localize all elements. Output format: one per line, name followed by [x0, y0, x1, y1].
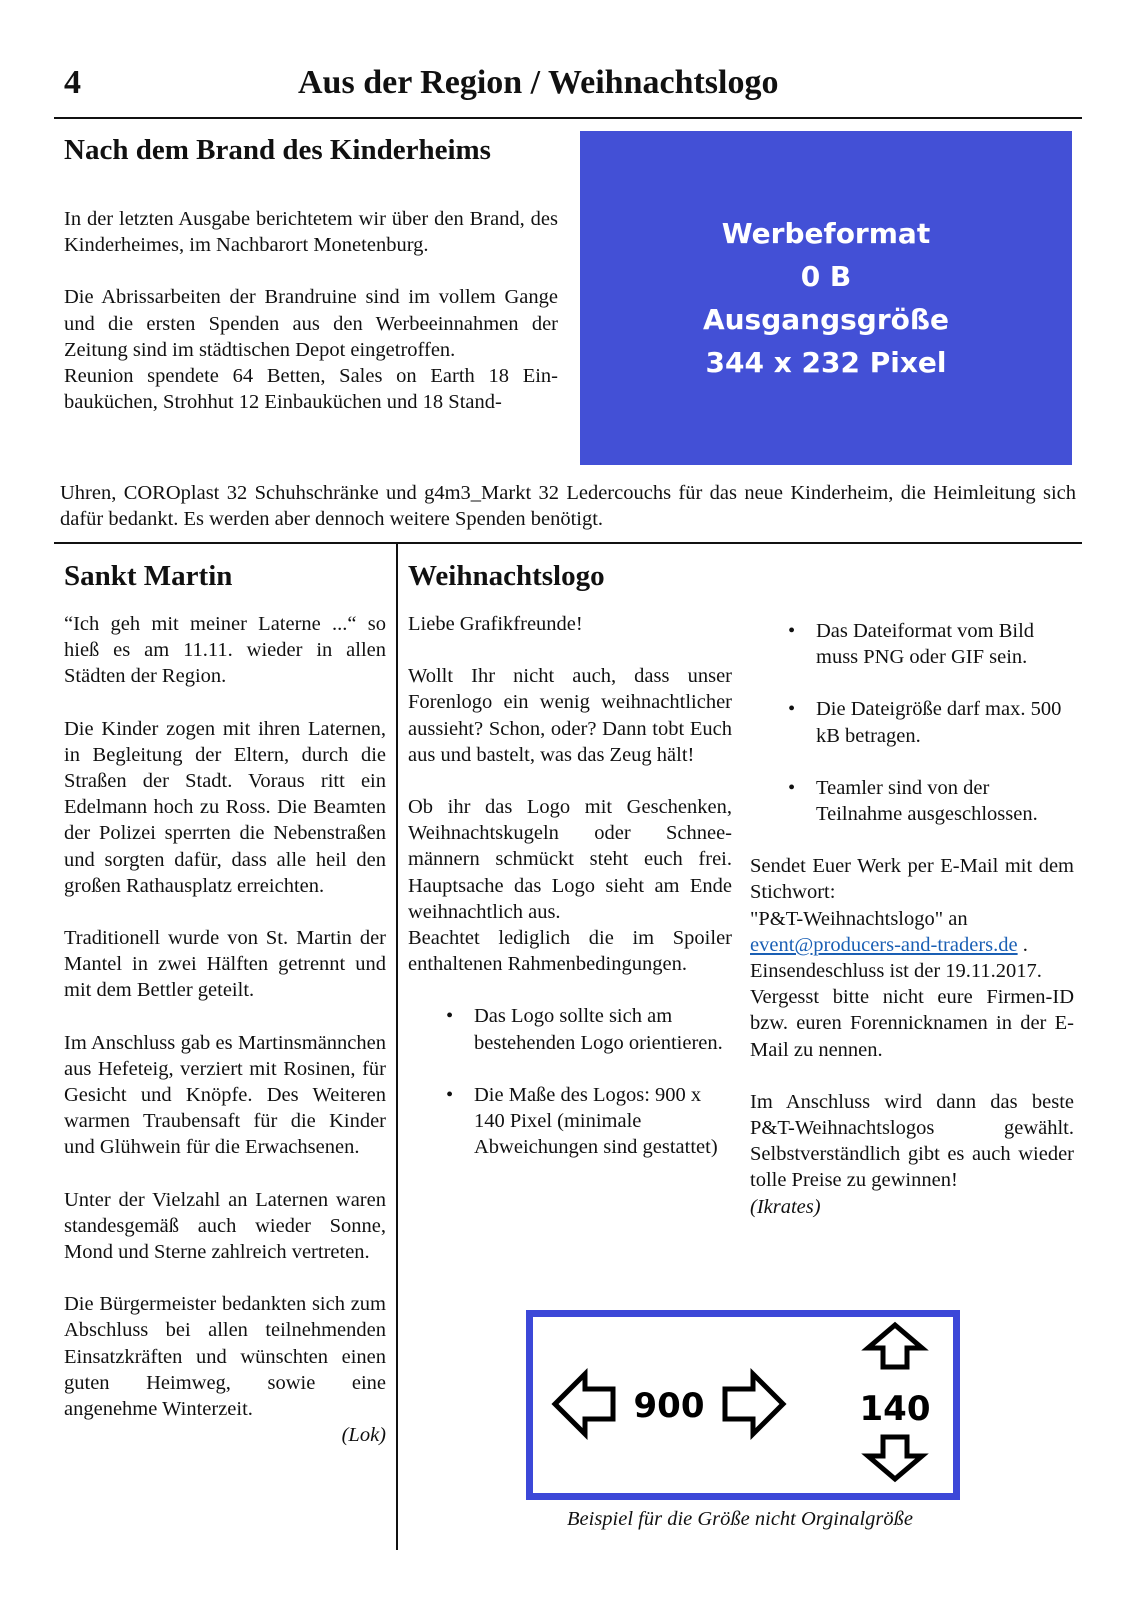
width-label: 900	[633, 1386, 705, 1426]
arrow-down-icon	[868, 1437, 922, 1479]
article-brand	[64, 134, 558, 415]
reminder: Vergesst bitte nicht eure Firmen-ID bzw. euren Forennicknamen in der E-Mail zu nennen.	[750, 986, 1074, 1061]
logo-author: (Ikrates)	[750, 1195, 821, 1218]
rule-bullet: • Das Logo sollte sich am bestehenden Logo orientieren.	[408, 1003, 732, 1055]
logo-paragraph: Ob ihr das Logo mit Geschenken, Weihnachtskugeln oder Schneemännern schmückt steht euch frei. Hauptsache das Logo sieht am Ende weihnachtlich aus.	[408, 796, 732, 923]
brand-continuation: Uhren, COROplast 32 Schuhschränke und g4m3_Markt 32 Ledercouchs für das neue Kinderheim, die Heimleitung sich dafür bedankt. Es werden aber dennoch weitere Spenden benötigt.	[60, 482, 1076, 531]
rule-bullet: • Die Maße des Logos: 900 x 140 Pixel (minimale Abweichungen sind gestattet)	[408, 1082, 732, 1161]
martin-paragraph: Traditionell wurde von St. Martin der Mantel in zwei Hälften getrennt und mit dem Bettler geteilt.	[64, 927, 386, 1002]
send-intro: Sendet Euer Werk per E-Mail mit dem Stichwort:	[750, 855, 1074, 904]
column-divider	[396, 544, 398, 1550]
brand-paragraph: Die Abrissarbeiten der Brandruine sind im vollem Gange und die ersten Spenden aus den Werbeeinnahmen der Zeitung sind im städtischen Depot eingetroffen.	[64, 286, 558, 361]
ad-line: Werbeformat	[721, 217, 931, 250]
page-title: Aus der Region / Weihnachtslogo	[298, 64, 779, 101]
article-martin	[64, 560, 386, 1448]
martin-author: (Lok)	[341, 1424, 386, 1447]
arrow-right-icon	[725, 1374, 783, 1434]
martin-paragraph: Die Bürgermeister bedankten sich zum Abschluss bei allen teilnehmenden Einsatzkräften und wünschten einen guten Heimweg, sowie eine angenehme Winterzeit.	[64, 1293, 386, 1421]
article-logo	[408, 560, 732, 1186]
deadline: Einsendeschluss ist der 19.11.2017.	[750, 960, 1042, 983]
header-rule	[54, 117, 1082, 119]
logo-paragraph: Wollt Ihr nicht auch, dass unser Forenlogo ein wenig weihnachtlicher aussieht? Schon, oder? Dann tobt Euch aus und bastelt, was das Zeug hält!	[408, 665, 732, 766]
logo-rules-right	[750, 618, 1074, 1220]
martin-headline: Sankt Martin	[64, 560, 233, 592]
ad-placeholder	[580, 131, 1072, 465]
height-label: 140	[859, 1389, 931, 1429]
section-rule	[54, 542, 1082, 544]
rule-bullet: • Das Dateiformat vom Bild muss PNG oder GIF sein.	[750, 618, 1074, 670]
arrow-up-icon	[868, 1325, 922, 1367]
size-demo-caption: Beispiel für die Größe nicht Orginalgröße	[567, 1508, 913, 1530]
size-demo-box	[526, 1310, 960, 1500]
brand-paragraph: In der letzten Ausgabe berichtetem wir über den Brand, des Kinderheimes, im Nachbarort Monetenburg.	[64, 208, 558, 257]
email-link[interactable]: event@producers-and-traders.de	[750, 933, 1018, 956]
size-demo-graphic	[533, 1317, 953, 1493]
logo-greeting: Liebe Grafikfreunde!	[408, 613, 583, 635]
rule-bullet: • Teamler sind von der Teilnahme ausgeschlossen.	[750, 775, 1074, 827]
closing: Im Anschluss wird dann das beste P&T-Weihnachtslogos gewählt. Selbstverständlich gibt es auch wieder tolle Preise zu gewinnen!	[750, 1090, 1074, 1192]
arrow-left-icon	[555, 1374, 613, 1434]
page-number: 4	[64, 64, 81, 101]
email-after: .	[1017, 933, 1028, 956]
ad-line: 344 x 232 Pixel	[705, 346, 947, 379]
ad-line: Ausgangsgröße	[702, 303, 950, 336]
martin-paragraph: “Ich geh mit meiner Laterne ...“ so hieß es am 11.11. wieder in allen Städten der Region.	[64, 613, 386, 688]
rule-bullet: • Die Dateigröße darf max. 500 kB betragen.	[750, 696, 1074, 748]
martin-paragraph: Unter der Vielzahl an Laternen waren standesgemäß auch wieder Sonne, Mond und Sterne zahlreich vertreten.	[64, 1188, 386, 1264]
brand-headline: Nach dem Brand des Kinderheims	[64, 134, 491, 166]
brand-paragraph: Reunion spendete 64 Betten, Sales on Earth 18 Einbauküchen, Strohhut 12 Einbauküchen und 18 Stand-	[64, 365, 558, 414]
keyword: "P&T-Weihnachtslogo" an	[750, 907, 968, 930]
logo-headline: Weihnachtslogo	[408, 560, 605, 592]
logo-paragraph: Beachtet lediglich die im Spoiler enthaltenen Rahmenbedingungen.	[408, 927, 732, 976]
martin-paragraph: Im Anschluss gab es Martinsmännchen aus Hefeteig, verziert mit Rosinen, für Gesicht und Knöpfe. Des Weiteren warmen Traubensaft für die Kinder und Glühwein für die Erwachsenen.	[64, 1031, 386, 1159]
martin-paragraph: Die Kinder zogen mit ihren Laternen, in Begleitung der Eltern, durch die Straßen der Stadt. Voraus ritt ein Edelmann hoch zu Ross. Die Beamten der Polizei sperrten die Nebenstraßen und sorgten dafür, dass alle heil den großen Rathausplatz erreichten.	[64, 717, 386, 897]
ad-line: 0 B	[800, 260, 852, 293]
